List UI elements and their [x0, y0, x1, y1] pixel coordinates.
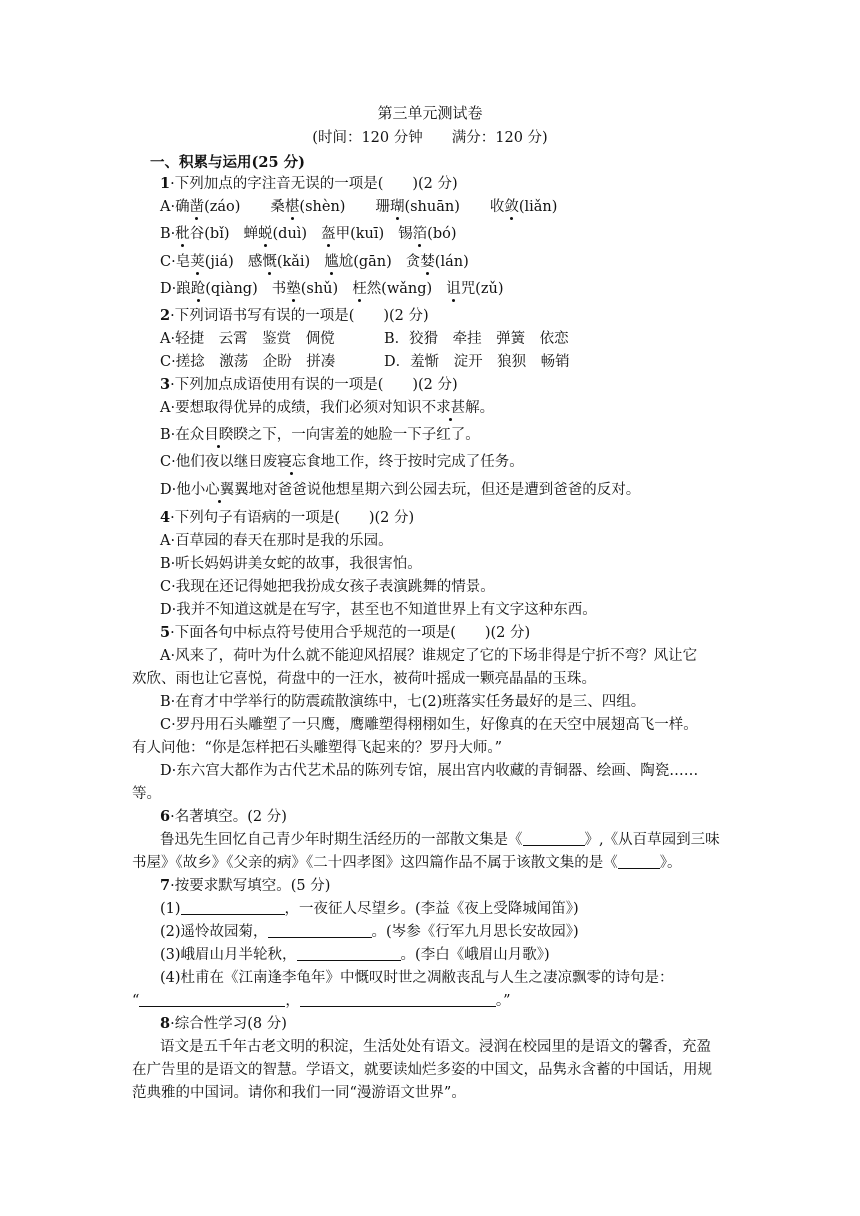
question-8-paragraph-line1: 语文是五千年古老文明的积淀，生活处处有语文。浸润在校园里的是语文的馨香，充盈: [160, 1039, 711, 1055]
question-3-option-b: B·在众目睽睽之下，一向害羞的她脸一下子红了。: [160, 427, 480, 443]
page-subtitle: (时间：120 分钟 满分：120 分): [312, 130, 548, 146]
question-1-stem: 1·下列加点的字注音无误的一项是( )(2 分): [160, 175, 458, 192]
question-3-option-a: A·要想取得优异的成绩，我们必须对知识不求甚解。: [160, 400, 495, 416]
question-7-stem: 7·按要求默写填空。(5 分): [160, 877, 331, 894]
answer-blank[interactable]: [523, 831, 585, 846]
question-8-paragraph-line3: 范典雅的中国词。请你和我们一同“漫游语文世界”。: [132, 1085, 466, 1101]
question-7-item-3: (3)峨眉山月半轮秋， 。(李白《峨眉山月歌》): [160, 947, 550, 963]
question-7-item-4-blanks: “ ， 。”: [132, 993, 511, 1009]
question-2-options-cd: C·搓捻 激荡 企盼 拼凑 D．羞惭 淀开 狼狈 畅销: [160, 354, 570, 370]
question-2-options-ab: A·轻捷 云霄 鉴赏 倜傥 B．狡猾 牵挂 弹簧 依恋: [160, 331, 569, 347]
question-4-stem: 4·下列句子有语病的一项是( )(2 分): [160, 509, 415, 526]
question-8-paragraph-line2: 在广告里的是语文的智慧。学语文，就要读灿烂多姿的中国文，品隽永含蓄的中国话，用规: [132, 1062, 712, 1078]
answer-blank[interactable]: [297, 946, 401, 961]
question-3-option-c: C·他们夜以继日废寝忘食地工作，终于按时完成了任务。: [160, 454, 524, 470]
question-1-option-b: B·秕谷(bǐ) 蝉蜕(duì) 盔甲(kuī) 锡箔(bó): [160, 226, 457, 242]
answer-blank[interactable]: [300, 992, 496, 1007]
answer-blank[interactable]: [268, 923, 372, 938]
answer-blank[interactable]: [139, 992, 285, 1007]
question-6-line2: 书屋》《故乡》《父亲的病》《二十四孝图》这四篇作品不属于该散文集的是《 》。: [132, 855, 682, 871]
answer-blank[interactable]: [181, 900, 285, 915]
question-1-option-c: C·皂荚(jiá) 感慨(kǎi) 尴尬(gān) 贪婪(lán): [160, 254, 469, 270]
question-5-stem: 5·下面各句中标点符号使用合乎规范的一项是( )(2 分): [160, 624, 531, 641]
question-3-stem: 3·下列加点成语使用有误的一项是( )(2 分): [160, 376, 458, 393]
question-5-option-c-line2: 有人问他：“你是怎样把石头雕塑得飞起来的？罗丹大师。”: [132, 740, 503, 756]
question-4-option-d: D·我并不知道这就是在写字，甚至也不知道世界上有文字这种东西。: [160, 602, 597, 618]
question-7-item-1: (1) ，一夜征人尽望乡。(李益《夜上受降城闻笛》): [160, 901, 579, 917]
question-4-option-c: C·我现在还记得她把我扮成女孩子表演跳舞的情景。: [160, 579, 495, 595]
question-1-option-d: D·踉跄(qiàng) 书塾(shǔ) 枉然(wǎng) 诅咒(zǔ): [160, 281, 504, 297]
question-5-option-c-line1: C·罗丹用石头雕塑了一只鹰，鹰雕塑得栩栩如生，好像真的在天空中展翅高飞一样。: [160, 717, 698, 733]
answer-blank[interactable]: [618, 854, 660, 869]
question-1-option-a: A·确凿(záo) 桑椹(shèn) 珊瑚(shuān) 收敛(liǎn): [160, 199, 558, 215]
question-6-stem: 6·名著填空。(2 分): [160, 808, 287, 825]
question-5-option-d-line1: D·东六宫大都作为古代艺术品的陈列专馆，展出宫内收藏的青铜器、绘画、陶瓷……: [160, 763, 699, 779]
question-8-stem: 8·综合性学习(8 分): [160, 1015, 287, 1032]
question-7-item-4: (4)杜甫在《江南逢李龟年》中慨叹时世之凋敝丧乱与人生之凄凉飘零的诗句是：: [160, 970, 674, 986]
section-heading: 一、积累与运用(25 分): [150, 154, 305, 171]
question-4-option-b: B·听长妈妈讲美女蛇的故事，我很害怕。: [160, 556, 422, 572]
page-title: 第三单元测试卷: [377, 104, 483, 122]
question-4-option-a: A·百草园的春天在那时是我的乐园。: [160, 533, 393, 549]
question-5-option-b: B·在育才中学举行的防震疏散演练中，七(2)班落实任务最好的是三、四组。: [160, 694, 646, 710]
question-5-option-a-line1: A·风来了，荷叶为什么就不能迎风招展？谁规定了它的下场非得是宁折不弯？风让它: [160, 648, 698, 664]
question-2-stem: 2·下列词语书写有误的一项是( )(2 分): [160, 307, 429, 324]
question-3-option-d: D·他小心翼翼地对爸爸说他想星期六到公园去玩，但还是遭到爸爸的反对。: [160, 482, 641, 498]
question-6-line1: 鲁迅先生回忆自己青少年时期生活经历的一部散文集是《 》,《从百草园到三味: [160, 832, 720, 848]
question-7-item-2: (2)遥怜故园菊， 。(岑参《行军九月思长安故园》): [160, 924, 579, 940]
question-5-option-a-line2: 欢欣、雨也让它喜悦，荷盘中的一汪水，被荷叶摇成一颗亮晶晶的玉珠。: [132, 671, 596, 687]
question-5-option-d-line2: 等。: [132, 786, 161, 802]
